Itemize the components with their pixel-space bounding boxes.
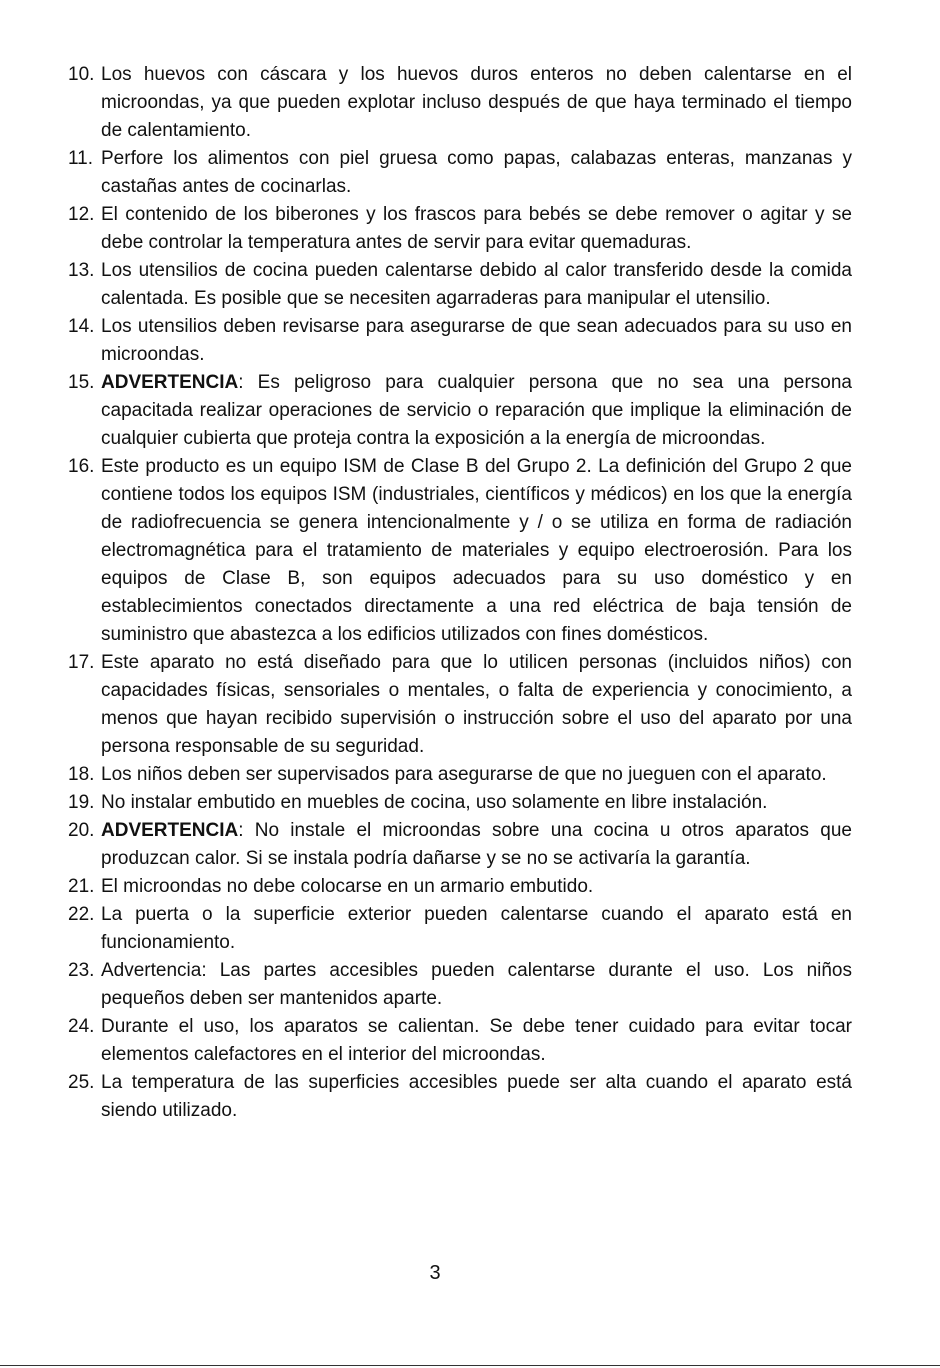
item-body: Los utensilios de cocina pueden calentarse debido al calor transferido desde la comida calentada. Es posible que se necesiten agarraderas para manipular el utensilio.	[101, 260, 852, 309]
item-number: 18.	[68, 764, 95, 785]
item-text	[101, 820, 852, 869]
item-text	[101, 316, 852, 365]
safety-instructions-list	[68, 61, 852, 1125]
item-number: 11.	[68, 148, 94, 169]
item-number: 10.	[68, 64, 95, 85]
item-number: 19.	[68, 792, 95, 813]
item-text	[101, 792, 767, 813]
list-item	[68, 61, 852, 145]
item-body: El microondas no debe colocarse en un armario embutido.	[101, 876, 594, 897]
item-text	[101, 372, 852, 449]
item-body: Los huevos con cáscara y los huevos duros enteros no deben calentarse en el microondas, ya que pueden explotar incluso después de que haya terminado el tiempo de calentamiento.	[101, 64, 852, 141]
list-item	[68, 145, 852, 201]
item-number: 16.	[68, 456, 95, 477]
list-item	[68, 369, 852, 453]
item-number: 25.	[68, 1072, 95, 1093]
list-item	[68, 1013, 852, 1069]
item-body: Los utensilios deben revisarse para asegurarse de que sean adecuados para su uso en microondas.	[101, 316, 852, 365]
item-number: 23.	[68, 960, 95, 981]
page-number: 3	[429, 1262, 441, 1284]
item-text	[101, 960, 852, 1009]
list-item	[68, 957, 852, 1013]
item-text	[101, 904, 852, 953]
item-number: 15.	[68, 372, 95, 393]
item-text	[101, 876, 593, 897]
warning-label: ADVERTENCIA	[101, 820, 239, 841]
item-text	[101, 260, 852, 309]
list-item	[68, 817, 852, 873]
item-text	[101, 1072, 852, 1121]
item-body: No instalar embutido en muebles de cocina, uso solamente en libre instalación.	[101, 792, 768, 813]
warning-label: ADVERTENCIA	[101, 372, 239, 393]
list-item	[68, 257, 852, 313]
list-item	[68, 453, 852, 649]
item-body: : No instale el microondas sobre una cocina u otros aparatos que produzcan calor. Si se instala podría dañarse y se no se activaría la garantía.	[101, 820, 852, 869]
item-body: Este producto es un equipo ISM de Clase B del Grupo 2. La definición del Grupo 2 que contiene todos los equipos ISM (industriales, científicos y médicos) en los que la energía de radiofrecuencia se genera intencionalmente y / o se utiliza en forma de radiación electromagnética para el tratamiento de materiales y equipo electroerosión. Para los equipos de Clase B, son equipos adecuados para su uso doméstico y en establecimientos conectados directamente a una red eléctrica de baja tensión de suministro que abastezca a los edificios utilizados con fines domésticos.	[101, 456, 852, 645]
item-body: Los niños deben ser supervisados para asegurarse de que no jueguen con el aparato.	[101, 764, 827, 785]
list-item	[68, 201, 852, 257]
item-text	[101, 456, 852, 645]
item-body: Advertencia: Las partes accesibles pueden calentarse durante el uso. Los niños pequeños deben ser mantenidos aparte.	[101, 960, 852, 1009]
item-text	[101, 1016, 852, 1065]
list-item	[68, 649, 852, 761]
item-number: 12.	[68, 204, 95, 225]
item-body: La temperatura de las superficies accesibles puede ser alta cuando el aparato está siendo utilizado.	[101, 1072, 852, 1121]
item-body: : Es peligroso para cualquier persona que no sea una persona capacitada realizar operaciones de servicio o reparación que implique la eliminación de cualquier cubierta que proteja contra la exposición a la energía de microondas.	[101, 372, 852, 449]
list-item	[68, 789, 852, 817]
item-number: 22.	[68, 904, 95, 925]
item-text	[101, 764, 827, 785]
list-item	[68, 901, 852, 957]
item-number: 24.	[68, 1016, 95, 1037]
page-bottom-divider	[0, 1365, 940, 1366]
list-item	[68, 1069, 852, 1125]
list-item	[68, 873, 852, 901]
item-number: 13.	[68, 260, 95, 281]
item-body: Perfore los alimentos con piel gruesa como papas, calabazas enteras, manzanas y castañas antes de cocinarlas.	[101, 148, 852, 197]
item-body: Este aparato no está diseñado para que lo utilicen personas (incluidos niños) con capacidades físicas, sensoriales o mentales, o falta de experiencia y conocimiento, a menos que hayan recibido supervisión o instrucción sobre el uso del aparato por una persona responsable de su seguridad.	[101, 652, 852, 757]
item-number: 17.	[68, 652, 95, 673]
item-text	[101, 652, 852, 757]
item-number: 14.	[68, 316, 95, 337]
item-body: Durante el uso, los aparatos se calientan. Se debe tener cuidado para evitar tocar elementos calefactores en el interior del microondas.	[101, 1016, 852, 1065]
item-body: El contenido de los biberones y los frascos para bebés se debe remover o agitar y se debe controlar la temperatura antes de servir para evitar quemaduras.	[101, 204, 852, 253]
list-item	[68, 313, 852, 369]
item-number: 20.	[68, 820, 95, 841]
item-text	[101, 204, 852, 253]
item-text	[101, 148, 852, 197]
item-body: La puerta o la superficie exterior pueden calentarse cuando el aparato está en funcionamiento.	[101, 904, 852, 953]
list-item	[68, 761, 852, 789]
item-text	[101, 64, 852, 141]
item-number: 21.	[68, 876, 95, 897]
